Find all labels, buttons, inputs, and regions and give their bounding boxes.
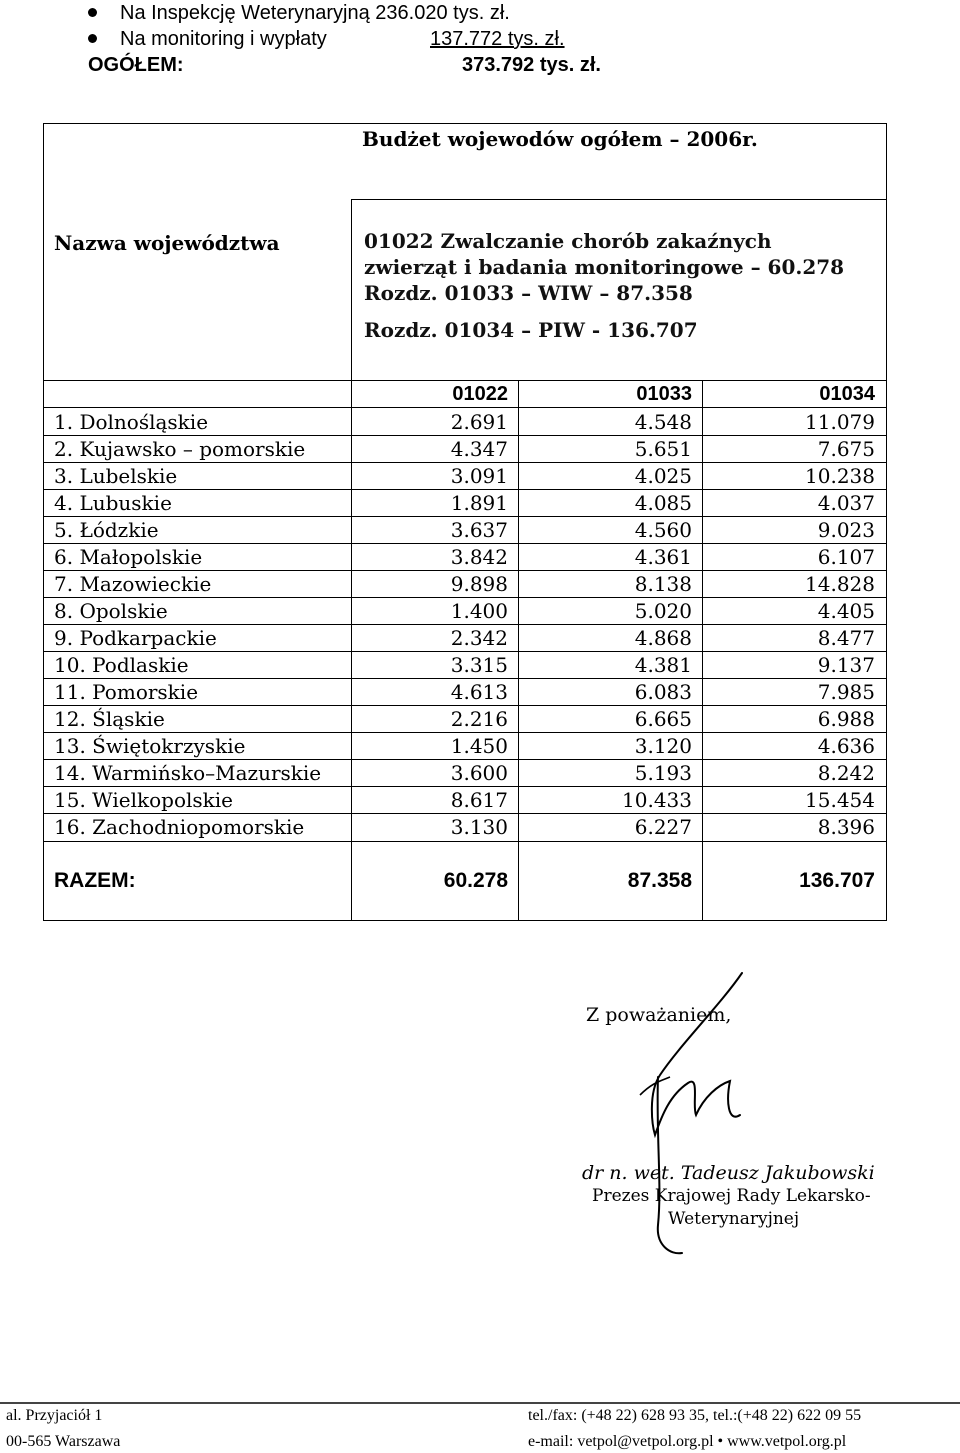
bullet-dot-icon [88, 8, 97, 17]
description-line: zwierząt i badania monitoringowe – 60.278 [364, 255, 845, 279]
row-value-01034: 9.023 [817, 518, 875, 542]
row-value-01033: 6.665 [634, 707, 692, 731]
row-value-01033: 4.085 [634, 491, 692, 515]
row-value-01022: 3.091 [450, 464, 508, 488]
row-value-01022: 4.613 [450, 680, 508, 704]
row-value-01033: 4.381 [634, 653, 692, 677]
row-divider [43, 841, 887, 842]
row-value-01022: 1.450 [450, 734, 508, 758]
row-value-01034: 15.454 [805, 788, 875, 812]
row-value-01033: 4.868 [634, 626, 692, 650]
row-value-01033: 3.120 [634, 734, 692, 758]
row-value-01033: 6.227 [634, 815, 692, 839]
row-value-01034: 6.107 [817, 545, 875, 569]
row-value-01034: 6.988 [817, 707, 875, 731]
row-value-01033: 4.560 [634, 518, 692, 542]
header-divider [351, 199, 352, 381]
description-line: 01022 Zwalczanie chorób zakaźnych [364, 229, 772, 253]
table-total-01033: 87.358 [627, 869, 692, 892]
table-total-01034: 136.707 [799, 869, 875, 892]
row-value-01034: 14.828 [805, 572, 875, 596]
row-value-01022: 3.637 [450, 518, 508, 542]
name-column-header: Nazwa województwa [54, 231, 280, 255]
footer-website[interactable]: www.vetpol.org.pl [727, 1433, 847, 1450]
row-value-01034: 4.037 [817, 491, 875, 515]
row-value-01022: 4.347 [450, 437, 508, 461]
row-value-01022: 3.842 [450, 545, 508, 569]
footer-contact [528, 1433, 846, 1451]
row-value-01034: 7.985 [817, 680, 875, 704]
signatory-name: dr n. wet. Tadeusz Jakubowski [582, 1162, 875, 1184]
bullet-dot-icon [88, 34, 97, 43]
footer-phone: tel./fax: (+48 22) 628 93 35, tel.:(+48 22) 622 09 55 [528, 1407, 862, 1424]
description-line: Rozdz. 01033 – WIW – 87.358 [364, 281, 693, 305]
row-region-name: 2. Kujawsko – pomorskie [54, 437, 306, 461]
row-value-01033: 4.025 [634, 464, 692, 488]
row-value-01022: 2.691 [450, 410, 508, 434]
row-value-01033: 10.433 [622, 788, 692, 812]
row-value-01033: 5.020 [634, 599, 692, 623]
row-value-01022: 3.315 [450, 653, 508, 677]
closing-greeting: Z poważaniem, [586, 1004, 732, 1026]
bullet-text: Na Inspekcję Weterynaryjną 236.020 tys. zł. [120, 2, 510, 24]
row-value-01033: 6.083 [634, 680, 692, 704]
row-region-name: 9. Podkarpackie [54, 626, 217, 650]
footer-address-city: 00-565 Warszawa [6, 1433, 121, 1450]
row-region-name: 16. Zachodniopomorskie [54, 815, 305, 839]
row-region-name: 1. Dolnośląskie [54, 410, 209, 434]
row-value-01022: 2.216 [450, 707, 508, 731]
table-total-label: RAZEM: [54, 869, 136, 892]
row-region-name: 6. Małopolskie [54, 545, 203, 569]
row-region-name: 14. Warmińsko–Mazurskie [54, 761, 322, 785]
row-value-01034: 8.242 [817, 761, 875, 785]
row-region-name: 10. Podlaskie [54, 653, 189, 677]
row-value-01034: 11.079 [805, 410, 875, 434]
row-value-01033: 4.361 [634, 545, 692, 569]
table-title: Budżet wojewodów ogółem – 2006r. [362, 127, 758, 151]
row-region-name: 12. Śląskie [54, 707, 165, 731]
row-value-01022: 1.891 [450, 491, 508, 515]
row-value-01033: 5.651 [634, 437, 692, 461]
row-value-01034: 8.396 [817, 815, 875, 839]
row-value-01022: 2.342 [450, 626, 508, 650]
row-value-01034: 8.477 [817, 626, 875, 650]
row-value-01022: 8.617 [450, 788, 508, 812]
row-region-name: 8. Opolskie [54, 599, 168, 623]
footer-email[interactable]: e-mail: vetpol@vetpol.org.pl [528, 1433, 714, 1450]
row-value-01022: 1.400 [450, 599, 508, 623]
row-value-01022: 3.130 [450, 815, 508, 839]
row-value-01034: 4.405 [817, 599, 875, 623]
row-value-01022: 3.600 [450, 761, 508, 785]
signatory-role-line1: Prezes Krajowej Rady Lekarsko- [592, 1186, 871, 1206]
footer-address-street: al. Przyjaciół 1 [6, 1407, 103, 1424]
column-header-01034: 01034 [819, 383, 875, 405]
row-region-name: 7. Mazowieckie [54, 572, 212, 596]
table-total-01022: 60.278 [443, 869, 508, 892]
grand-total-label: OGÓŁEM: [88, 54, 184, 76]
column-header-01033: 01033 [636, 383, 692, 405]
row-region-name: 4. Lubuskie [54, 491, 172, 515]
row-value-01034: 9.137 [817, 653, 875, 677]
grand-total-value: 373.792 tys. zł. [462, 54, 601, 76]
row-value-01033: 8.138 [634, 572, 692, 596]
row-value-01034: 10.238 [805, 464, 875, 488]
footer-separator: • [717, 1433, 724, 1450]
title-divider [351, 199, 887, 200]
row-region-name: 15. Wielkopolskie [54, 788, 234, 812]
row-value-01034: 7.675 [817, 437, 875, 461]
row-region-name: 13. Świętokrzyskie [54, 734, 246, 758]
bullet-amount: 137.772 tys. zł. [430, 28, 565, 50]
bullet-text: Na monitoring i wypłaty [120, 28, 327, 50]
footer-divider [0, 1402, 960, 1404]
description-line: Rozdz. 01034 – PIW - 136.707 [364, 318, 698, 342]
row-value-01033: 5.193 [634, 761, 692, 785]
row-value-01034: 4.636 [817, 734, 875, 758]
row-value-01022: 9.898 [450, 572, 508, 596]
row-value-01033: 4.548 [634, 410, 692, 434]
row-region-name: 5. Łódzkie [54, 518, 159, 542]
row-region-name: 3. Lubelskie [54, 464, 178, 488]
col-divider [351, 841, 352, 921]
signatory-role-line2: Weterynaryjnej [668, 1209, 800, 1229]
row-region-name: 11. Pomorskie [54, 680, 199, 704]
row-divider [43, 407, 887, 408]
col-divider [351, 381, 352, 841]
column-header-01022: 01022 [452, 383, 508, 405]
